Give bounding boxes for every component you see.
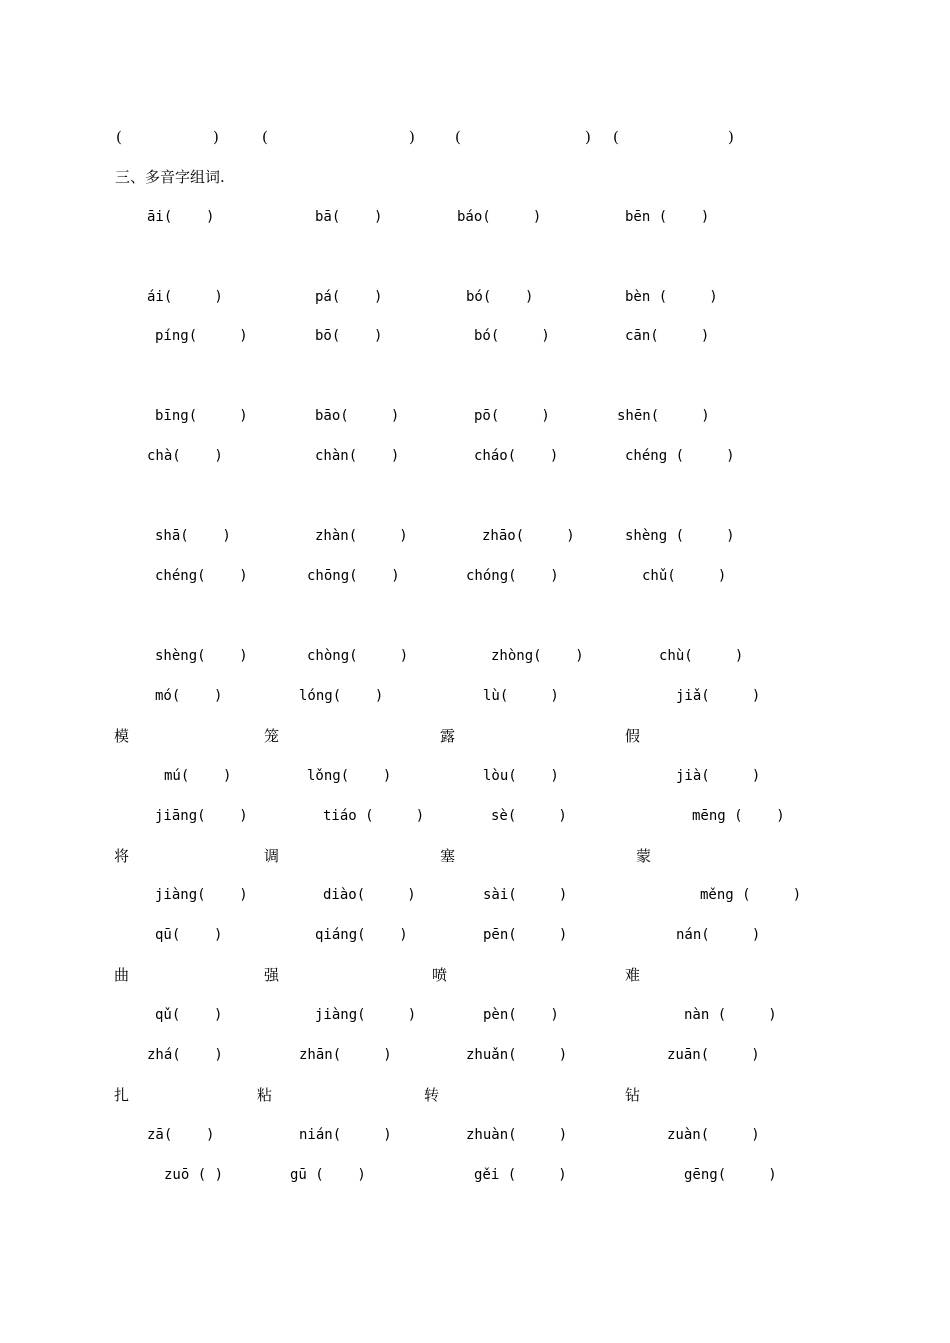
pinyin-item: zā( ) <box>147 1127 215 1143</box>
pinyin-item: chǔ( ) <box>642 568 727 584</box>
pinyin-item: bā( ) <box>315 209 383 225</box>
paren-close-1: ) <box>213 128 219 146</box>
pinyin-item: zhòng( ) <box>491 648 584 664</box>
pinyin-item: bó( ) <box>474 328 550 344</box>
pinyin-item: shā( ) <box>155 528 231 544</box>
paren-close-3: ) <box>585 128 591 146</box>
pinyin-item: shèng( ) <box>155 648 248 664</box>
pinyin-item: zhàn( ) <box>315 528 408 544</box>
pinyin-item: gēng( ) <box>684 1167 777 1183</box>
character: 喷 <box>432 966 448 984</box>
pinyin-item: nián( ) <box>299 1127 392 1143</box>
pinyin-item: bīng( ) <box>155 408 248 424</box>
pinyin-item: měng ( ) <box>700 887 802 903</box>
pinyin-item: zhān( ) <box>299 1047 392 1063</box>
pinyin-item: qǔ( ) <box>155 1007 223 1023</box>
pinyin-item: gěi ( ) <box>474 1167 567 1183</box>
character: 强 <box>264 966 280 984</box>
pinyin-item: chàn( ) <box>315 448 400 464</box>
paren-close-4: ) <box>728 128 734 146</box>
pinyin-item: lóng( ) <box>299 688 384 704</box>
character: 扎 <box>114 1086 130 1104</box>
pinyin-item: mēng ( ) <box>692 808 785 824</box>
character: 露 <box>440 727 456 745</box>
pinyin-item: jiàng( ) <box>315 1007 417 1023</box>
pinyin-item: tiáo ( ) <box>323 808 425 824</box>
pinyin-item: pá( ) <box>315 289 383 305</box>
pinyin-item: chà( ) <box>147 448 223 464</box>
pinyin-item: zuàn( ) <box>667 1127 760 1143</box>
character: 将 <box>114 847 130 865</box>
pinyin-item: diào( ) <box>323 887 416 903</box>
pinyin-item: lòu( ) <box>483 768 559 784</box>
pinyin-item: qiáng( ) <box>315 927 408 943</box>
paren-open-3: ( <box>455 128 461 146</box>
pinyin-item: bó( ) <box>466 289 534 305</box>
pinyin-item: lǒng( ) <box>307 768 392 784</box>
pinyin-item: gū ( ) <box>290 1167 366 1183</box>
pinyin-item: shèng ( ) <box>625 528 735 544</box>
pinyin-item: bèn ( ) <box>625 289 718 305</box>
character: 假 <box>625 727 641 745</box>
pinyin-item: chóng( ) <box>466 568 559 584</box>
pinyin-item: zhá( ) <box>147 1047 223 1063</box>
paren-open-4: ( <box>613 128 619 146</box>
pinyin-item: chéng ( ) <box>625 448 735 464</box>
pinyin-item: pēn( ) <box>483 927 568 943</box>
pinyin-item: sài( ) <box>483 887 568 903</box>
character: 转 <box>424 1086 440 1104</box>
pinyin-item: āi( ) <box>147 209 215 225</box>
character: 粘 <box>257 1086 273 1104</box>
pinyin-item: nán( ) <box>676 927 761 943</box>
pinyin-item: zhuàn( ) <box>466 1127 568 1143</box>
pinyin-item: zuō ( ) <box>164 1167 224 1183</box>
pinyin-item: lù( ) <box>483 688 559 704</box>
pinyin-item: qū( ) <box>155 927 223 943</box>
pinyin-item: jiāng( ) <box>155 808 248 824</box>
section-title: 三、多音字组词. <box>115 168 225 186</box>
pinyin-item: bēn ( ) <box>625 209 710 225</box>
character: 蒙 <box>636 847 652 865</box>
character: 调 <box>264 847 280 865</box>
pinyin-item: chù( ) <box>659 648 744 664</box>
pinyin-item: chéng( ) <box>155 568 248 584</box>
pinyin-item: cháo( ) <box>474 448 559 464</box>
pinyin-item: mú( ) <box>164 768 232 784</box>
pinyin-item: pō( ) <box>474 408 550 424</box>
character: 钻 <box>625 1086 641 1104</box>
pinyin-item: báo( ) <box>457 209 542 225</box>
pinyin-item: píng( ) <box>155 328 248 344</box>
character: 塞 <box>440 847 456 865</box>
paren-open-1: ( <box>116 128 122 146</box>
character: 难 <box>625 966 641 984</box>
pinyin-item: sè( ) <box>491 808 567 824</box>
pinyin-item: ái( ) <box>147 289 223 305</box>
paren-close-2: ) <box>409 128 415 146</box>
pinyin-item: chōng( ) <box>307 568 400 584</box>
pinyin-item: cān( ) <box>625 328 710 344</box>
pinyin-item: bō( ) <box>315 328 383 344</box>
pinyin-item: mó( ) <box>155 688 223 704</box>
pinyin-item: zhuǎn( ) <box>466 1047 568 1063</box>
pinyin-item: jiǎ( ) <box>676 688 761 704</box>
pinyin-item: shēn( ) <box>617 408 710 424</box>
character: 曲 <box>114 966 130 984</box>
pinyin-item: zuān( ) <box>667 1047 760 1063</box>
pinyin-item: zhāo( ) <box>482 528 575 544</box>
pinyin-item: chòng( ) <box>307 648 409 664</box>
character: 模 <box>114 727 130 745</box>
pinyin-item: pèn( ) <box>483 1007 559 1023</box>
pinyin-item: jiàng( ) <box>155 887 248 903</box>
paren-open-2: ( <box>262 128 268 146</box>
character: 笼 <box>264 727 280 745</box>
pinyin-item: jià( ) <box>676 768 761 784</box>
pinyin-item: bāo( ) <box>315 408 400 424</box>
pinyin-item: nàn ( ) <box>684 1007 777 1023</box>
